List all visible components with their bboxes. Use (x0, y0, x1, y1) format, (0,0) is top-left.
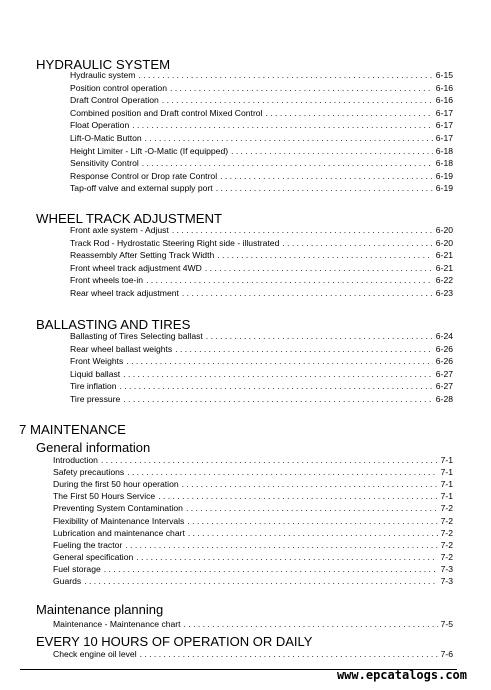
toc-entry-title: During the first 50 hour operation (53, 479, 179, 490)
toc-entry-page: 6-19 (435, 183, 453, 194)
toc-entry-page: 6-17 (435, 107, 453, 118)
dot-leader (186, 503, 438, 514)
toc-entry[interactable] (70, 225, 453, 236)
toc-entry-page: 6-17 (435, 120, 453, 131)
toc-entry-page: 6-17 (435, 133, 453, 143)
toc-entry[interactable] (53, 467, 453, 478)
toc-entry-title: Front axle system - Adjust (70, 225, 169, 235)
dot-leader (188, 528, 438, 539)
dot-leader (136, 552, 437, 563)
toc-entry[interactable] (70, 133, 453, 144)
toc-entry-page: 7-2 (440, 539, 453, 550)
toc-entry-title: Liquid ballast (70, 368, 121, 379)
dot-leader (140, 649, 438, 660)
toc-entry-page: 6-21 (435, 262, 453, 273)
toc-entry-title: Rear wheel track adjustment (70, 288, 179, 298)
toc-entry-page: 6-23 (435, 288, 453, 298)
toc-entry[interactable] (70, 108, 453, 119)
dot-leader (101, 455, 438, 466)
toc-entry-title: Introduction (53, 455, 98, 465)
dot-leader (217, 250, 433, 261)
toc-entry[interactable] (70, 369, 453, 380)
toc-entry[interactable] (53, 576, 453, 587)
dot-leader (216, 183, 433, 194)
toc-entry-title: Height Limiter - Lift -O-Matic (If equipped) (70, 145, 229, 156)
toc-entry-title: Lift-O-Matic Button (70, 133, 142, 143)
dot-leader (206, 331, 433, 342)
toc-entry[interactable] (53, 516, 453, 527)
toc-entry-title: Float Operation (70, 120, 130, 131)
toc-entry[interactable] (53, 455, 453, 466)
toc-entry-title: Safety precautions (53, 467, 125, 478)
dot-leader (170, 83, 433, 94)
toc-entry-page: 6-26 (435, 343, 453, 354)
toc-entry[interactable] (53, 552, 453, 563)
dot-leader (138, 70, 432, 81)
toc-entry-title: Response Control or Drop rate Control (70, 170, 218, 181)
toc-entry-title: Hydraulic system (70, 70, 136, 80)
dot-leader (187, 516, 437, 527)
toc-entry-page: 6-20 (435, 237, 453, 248)
dot-leader (182, 288, 433, 299)
dot-leader (175, 344, 433, 355)
toc-entry-page: 6-19 (435, 170, 453, 181)
toc-entry-page: 7-3 (440, 576, 453, 586)
toc-entry[interactable] (70, 146, 453, 157)
toc-entry[interactable] (70, 250, 453, 261)
toc-entry-title: Front wheels toe-in (70, 275, 144, 286)
toc-entry-title: The First 50 Hours Service (53, 491, 156, 502)
dot-leader (104, 564, 438, 575)
toc-entry-page: 6-24 (435, 331, 453, 341)
dot-leader (231, 146, 433, 157)
toc-entry[interactable] (53, 479, 453, 490)
toc-entry[interactable] (70, 70, 453, 81)
toc-entry-title: Tire pressure (70, 394, 121, 404)
dot-leader (145, 133, 433, 144)
dot-leader (84, 576, 437, 587)
toc-entry-page: 7-2 (440, 503, 453, 514)
dot-leader (220, 171, 433, 182)
toc-entry-page: 6-27 (435, 368, 453, 379)
dot-leader (142, 158, 433, 169)
toc-entry[interactable] (70, 275, 453, 286)
dot-leader (184, 619, 438, 630)
toc-entry[interactable] (70, 344, 453, 355)
dot-leader (182, 479, 438, 490)
toc-entry-title: Draft Control Operation (70, 95, 159, 106)
toc-entry-title: Guards (53, 576, 82, 586)
toc-entry-page: 7-1 (440, 479, 453, 490)
toc-entry-page: 6-18 (435, 145, 453, 156)
toc-entry[interactable] (53, 528, 453, 539)
toc-entry[interactable] (70, 183, 453, 194)
toc-entry-page: 7-5 (440, 619, 453, 629)
subsection-heading: EVERY 10 HOURS OF OPERATION OR DAILY (36, 634, 313, 649)
dot-leader (205, 263, 433, 274)
chapter-heading: 7 MAINTENANCE (19, 422, 126, 437)
dot-leader (123, 369, 433, 380)
toc-entry-title: Fueling the tractor (53, 539, 123, 550)
toc-entry-title: Sensitivity Control (70, 158, 139, 169)
toc-entry-title: Rear wheel ballast weights (70, 343, 173, 354)
toc-entry-page: 7-1 (440, 467, 453, 478)
toc-entry-page: 6-16 (435, 95, 453, 106)
toc-entry-title: Front Weights (70, 356, 124, 367)
dot-leader (126, 356, 432, 367)
section-heading: BALLASTING AND TIRES (36, 317, 191, 332)
toc-entry[interactable] (70, 331, 453, 342)
toc-entry[interactable] (53, 619, 453, 630)
toc-entry-page: 6-20 (435, 225, 453, 235)
toc-entry[interactable] (53, 503, 453, 514)
toc-entry-title: Maintenance - Maintenance chart (53, 619, 181, 629)
dot-leader (282, 238, 432, 249)
subsection-heading: Maintenance planning (36, 602, 164, 617)
toc-entry-page: 7-3 (440, 563, 453, 574)
toc-entry-page: 6-21 (435, 250, 453, 261)
toc-entry[interactable] (70, 95, 453, 106)
toc-entry-page: 7-1 (440, 491, 453, 502)
toc-entry[interactable] (70, 83, 453, 94)
toc-entry-title: Ballasting of Tires Selecting ballast (70, 331, 203, 341)
toc-entry-title: Fuel storage (53, 563, 101, 574)
toc-entry[interactable] (70, 263, 453, 274)
toc-entry[interactable] (53, 540, 453, 551)
dot-leader (132, 120, 433, 131)
toc-entry-title: Preventing System Contamination (53, 503, 183, 514)
toc-entry-title: Position control operation (70, 82, 167, 93)
toc-entry-title: Tap-off valve and external supply port (70, 183, 213, 194)
toc-entry-page: 7-6 (440, 649, 453, 659)
toc-entry-title: Flexibility of Maintenance Intervals (53, 515, 185, 526)
footer-url[interactable]: www.epcatalogs.com (336, 668, 467, 682)
toc-entry-page: 6-15 (435, 70, 453, 80)
toc-entry[interactable] (70, 394, 453, 405)
dot-leader (266, 108, 433, 119)
toc-entry[interactable] (70, 158, 453, 169)
toc-entry-title: Tire inflation (70, 381, 117, 392)
toc-entry-page: 7-1 (440, 455, 453, 465)
dot-leader (162, 95, 433, 106)
dot-leader (120, 381, 433, 392)
toc-entry-page: 7-2 (440, 515, 453, 526)
toc-entry-page: 7-2 (440, 551, 453, 562)
dot-leader (146, 275, 433, 286)
toc-entry[interactable] (70, 238, 453, 249)
dot-leader (127, 467, 437, 478)
toc-entry[interactable] (53, 649, 453, 660)
toc-entry[interactable] (70, 120, 453, 131)
toc-entry-title: Front wheel track adjustment 4WD (70, 262, 202, 273)
toc-entry-title: Track Rod - Hydrostatic Steering Right side - illustrated (70, 237, 280, 248)
section-heading: WHEEL TRACK ADJUSTMENT (36, 211, 223, 226)
toc-entry-page: 6-22 (435, 275, 453, 286)
toc-entry-page: 7-2 (440, 527, 453, 538)
toc-entry[interactable] (70, 171, 453, 182)
toc-entry-title: Combined position and Draft control Mixed Control (70, 107, 263, 118)
toc-entry-title: Reassembly After Setting Track Width (70, 250, 215, 261)
toc-entry[interactable] (70, 356, 453, 367)
dot-leader (158, 491, 437, 502)
dot-leader (125, 540, 437, 551)
dot-leader (172, 225, 433, 236)
toc-entry-page: 6-16 (435, 82, 453, 93)
toc-entry-title: Lubrication and maintenance chart (53, 527, 185, 538)
toc-entry-page: 6-26 (435, 356, 453, 367)
toc-entry[interactable] (53, 564, 453, 575)
section-heading: HYDRAULIC SYSTEM (36, 57, 171, 72)
toc-entry-page: 6-18 (435, 158, 453, 169)
toc-entry-title: Check engine oil level (53, 649, 137, 659)
toc-entry-page: 6-28 (435, 394, 453, 404)
toc-entry[interactable] (70, 381, 453, 392)
toc-entry-page: 6-27 (435, 381, 453, 392)
dot-leader (123, 394, 432, 405)
toc-entry[interactable] (53, 491, 453, 502)
toc-entry-title: General specification (53, 551, 134, 562)
toc-entry[interactable] (70, 288, 453, 299)
subsection-heading: General information (36, 440, 151, 455)
